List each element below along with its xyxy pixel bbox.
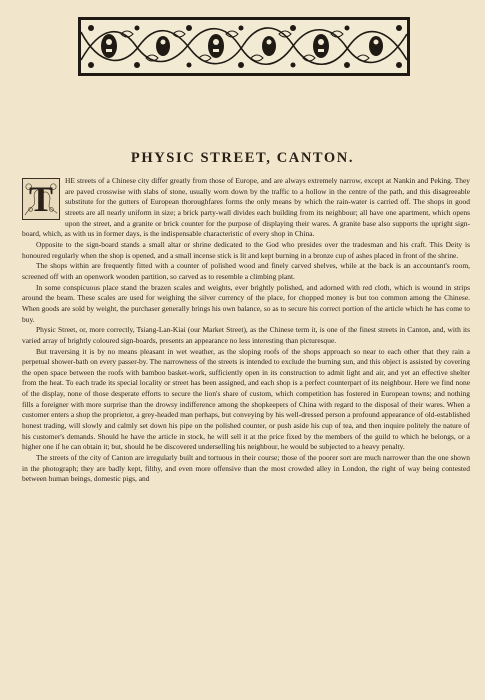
article-body [22,176,470,485]
paragraph-6: But traversing it is by no means pleasant in wet weather, as the sloping roofs of the shops approach so near to each other that they rain a perpetual shower-bath on every passer-by. The narrowness of the streets is intended to exclude the burning sun, and this object is assisted by covering the open space between the roofs with bamboo basket-work, sufficiently open in its construction to admit light and air, and yet an effective shelter from the heat. To each trade its special locality or street has been assigned, and each shop is a perfect counterpart of its neighbour. Here we find none of the display, none of those desperate efforts to secure the lion's share of custom, which competition has fostered in European towns; and nothing fills a foreigner with more surprise than the drowsy indifference among the shopkeepers of China with regard to the disposal of their wares. When a customer enters a shop the proprietor, a grey-headed man perhaps, but conveying by his well-dressed person a profound appearance of old-established honest trading, will slowly and calmly set down his pipe on the polished counter, or push aside his cup of tea, and then inquire politely the nature of his customer's demands. Should he have the article in stock, he will sell it at the price fixed by the members of the guild to which he belongs, or a higher one if he can obtain it; but, should he be discovered underselling his neighbour, he would be subjected to a heavy penalty. [22,346,470,452]
ornamental-header-banner [78,17,410,76]
decorated-drop-cap [22,178,60,220]
paragraph-3: The shops within are frequently fitted with a counter of polished wood and finely carved shelves, while at the back is an accountant's room, screened off with an openwork wooden partition, so carved as to resemble a climbing plant. [22,261,470,281]
drop-cap-letter: T [28,179,53,219]
paragraph-2: Opposite to the sign-board stands a small altar or shrine dedicated to the God who presides over the tradesman and his craft. This Deity is honoured regularly when the shop is opened, and a small incense stick is lit and kept burning in a bronze cup of ashes placed in front of the shrine. [22,239,470,260]
page-title: PHYSIC STREET, CANTON. [130,150,355,166]
paragraph-1 [22,176,470,240]
paragraph-1-text: HE streets of a Chinese city differ greatly from those of Europe, and are always extremely narrow, except at Nankin and Peking. They are paved crosswise with slabs of stone, usually worn down by the traffic to a hollow in the centre of the path, and this disagreeable substitute for the gutters of European thoroughfares forms the only means by which the rain-water is carried off. The shops in good streets are all nearly uniform in size; a brick party-wall divides each building from its neighbour; all have one apartment, which opens upon the street, and a granite or brick counter for the purpose of displaying their wares. A granite base also supports the upright sign-board, which, as with us in former days, is the indispensable characteristic of every shop in China. [22,176,470,239]
floral-ornament-icon [81,20,407,73]
paragraph-4: In some conspicuous place stand the brazen scales and weights, ever brightly polished, and adorned with red cloth, which is wound in strips around the beam. These scales are used for weighing the silver currency of the place, for chopped money is but too common among the Chinese. When goods are sold by weight, the purchaser generally brings his own balance, so as to secure his correct portion of the article which he has come to buy. [22,282,470,324]
paragraph-7: The streets of the city of Canton are irregularly built and tortuous in their course; those of the poorer sort are much narrower than the one shown in the photograph; they are badly kept, filthy, and even more offensive than the most crowded alley in London, the right of way being contested between human beings, domestic pigs, and [22,453,470,484]
paragraph-5: Physic Street, or, more correctly, Tsiang-Lan-Kiai (our Market Street), as the Chinese term it, is one of the finest streets in Canton, and, with its varied array of brightly coloured sign-boards, presents an appearance no less interesting than picturesque. [22,325,470,345]
